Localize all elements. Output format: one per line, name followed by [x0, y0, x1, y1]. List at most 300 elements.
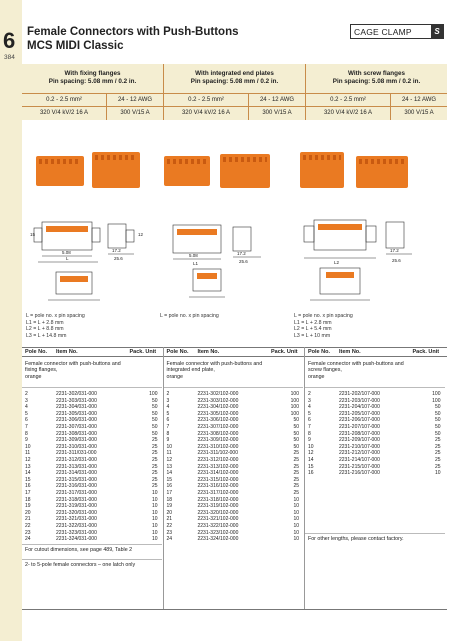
pole-number: 8 — [166, 430, 170, 437]
item-number: 2231-304/102-000 — [197, 404, 239, 411]
item-number: 2231-214/107-000 — [339, 457, 380, 463]
item-number: 2231-204/107-000 — [339, 404, 380, 411]
spec-heading-line1: With fixing flanges — [64, 70, 121, 77]
table-row — [164, 431, 304, 438]
pole-number: 17 — [25, 490, 31, 496]
footer-rule — [22, 559, 162, 560]
pole-number: 16 — [25, 483, 31, 490]
spec-rule — [164, 93, 305, 94]
formula-note — [26, 313, 85, 339]
spec-column — [306, 64, 447, 120]
pole-number: 24 — [166, 536, 173, 543]
wire-range-mm: 0.2 - 2.5 mm² — [330, 97, 366, 103]
rating-iec: 320 V/4 kV/2 16 A — [39, 110, 89, 116]
table-row — [164, 523, 304, 530]
drawing-fixing-flanges — [28, 200, 158, 308]
pole-number: 19 — [25, 503, 31, 510]
table-row — [305, 464, 445, 471]
pole-number: 21 — [25, 516, 31, 523]
connector-photo — [36, 156, 84, 186]
pole-number: 5 — [166, 410, 170, 417]
item-number: 2231-320/031-000 — [56, 509, 97, 516]
pack-unit: 50 — [434, 430, 441, 437]
wire-range-awg: 24 - 12 AWG — [117, 97, 153, 103]
pole-number: 7 — [308, 424, 311, 430]
pack-unit: 50 — [293, 417, 299, 424]
table-row — [164, 470, 304, 477]
table-row — [305, 417, 445, 424]
ordering-tables — [22, 347, 447, 617]
item-number: 2231-319/031-000 — [56, 503, 97, 510]
spec-heading-line2: Pin spacing: 5.08 mm / 0.2 in. — [48, 78, 137, 85]
pole-number: 9 — [308, 437, 311, 444]
table-row — [22, 391, 162, 398]
spec-heading-line2: Pin spacing: 5.08 mm / 0.2 in. — [190, 78, 279, 85]
pack-unit: 50 — [434, 417, 441, 424]
item-number: 2231-307/102-000 — [197, 424, 239, 430]
dim-label: L1 — [193, 261, 199, 266]
pole-number: 13 — [166, 463, 173, 470]
pole-number: 12 — [308, 450, 314, 457]
pole-number: 12 — [166, 457, 173, 463]
pack-unit: 10 — [293, 516, 299, 523]
pack-unit: 50 — [434, 424, 441, 430]
pack-unit: 25 — [434, 443, 441, 450]
desc-rule — [22, 387, 162, 388]
item-number: 2231-311/031-000 — [56, 450, 97, 457]
item-number: 2231-203/107-000 — [339, 397, 380, 404]
table-row — [164, 464, 304, 471]
pole-number: 2 — [308, 391, 311, 397]
pole-number: 7 — [166, 424, 170, 430]
pole-number: 12 — [25, 457, 31, 463]
wire-range-mm: 0.2 - 2.5 mm² — [46, 97, 82, 103]
column-header-pack: Pack. Unit — [412, 349, 440, 355]
table-row — [164, 404, 304, 411]
item-number: 2231-311/102-000 — [197, 450, 238, 457]
pole-number: 10 — [308, 443, 314, 450]
pack-unit: 100 — [432, 397, 441, 404]
spec-rule — [22, 93, 163, 94]
connector-photo — [300, 152, 344, 188]
item-number: 2231-306/031-000 — [56, 417, 97, 424]
table-row — [22, 404, 162, 411]
wire-range-awg: 24 - 12 AWG — [259, 97, 295, 103]
table-row — [305, 398, 445, 405]
dim-label: 25.6 — [239, 259, 248, 264]
connector-photo — [164, 156, 210, 186]
pack-unit: 25 — [293, 476, 299, 483]
table-row — [22, 431, 162, 438]
item-number: 2231-314/031-000 — [56, 470, 97, 477]
item-number: 2231-314/102-000 — [197, 470, 239, 477]
table-row — [305, 424, 445, 431]
product-description: Female connector with push-buttons and — [25, 361, 121, 367]
spec-heading-line2: Pin spacing: 5.08 mm / 0.2 in. — [332, 78, 421, 85]
item-number: 2231-206/107-000 — [339, 417, 380, 424]
connector-photo — [92, 152, 140, 188]
formula-line: L2 = L + 5.4 mm — [294, 326, 332, 332]
pack-unit: 10 — [151, 496, 158, 503]
pole-number: 16 — [308, 470, 314, 477]
pole-number: 20 — [25, 509, 31, 516]
drawing-screw-flanges — [300, 200, 440, 308]
pack-unit: 100 — [290, 410, 299, 417]
pole-number: 4 — [166, 404, 170, 411]
table-row — [22, 516, 162, 523]
pole-number: 6 — [166, 417, 170, 424]
pole-number: 19 — [166, 503, 173, 510]
pack-unit: 25 — [293, 490, 299, 496]
pack-unit: 25 — [293, 463, 299, 470]
pack-unit: 25 — [434, 463, 441, 470]
spec-panel — [22, 64, 447, 120]
product-description: Female connector with push-buttons and — [166, 361, 263, 367]
pole-number: 2 — [25, 391, 28, 397]
pack-unit: 10 — [293, 523, 299, 529]
item-number: 2231-319/102-000 — [197, 503, 239, 510]
column-header-pole: Pole No. — [308, 349, 331, 355]
pack-unit: 100 — [149, 391, 158, 397]
pole-number: 15 — [308, 463, 314, 470]
product-description: integrated end plate, — [166, 367, 215, 374]
item-number: 2231-323/031-000 — [56, 529, 97, 536]
product-description: fixing flanges, — [25, 367, 58, 374]
pack-unit: 10 — [151, 509, 158, 516]
item-number: 2231-315/102-000 — [197, 476, 239, 483]
item-number: 2231-312/102-000 — [197, 457, 239, 463]
dim-label: 17.2 — [237, 251, 246, 256]
table-row — [164, 516, 304, 523]
item-number: 2231-318/102-000 — [197, 496, 239, 503]
pole-number: 21 — [166, 516, 173, 523]
rating-ul: 300 V/15 A — [404, 110, 434, 116]
spec-rule — [22, 106, 163, 107]
pole-number: 9 — [25, 437, 28, 444]
table-bottom-rule — [22, 609, 447, 610]
item-number: 2231-317/102-000 — [197, 490, 239, 496]
column-header-pack: Pack. Unit — [129, 349, 157, 355]
table-top-rule — [22, 347, 447, 348]
table-row — [164, 398, 304, 405]
dim-label: L2 — [334, 260, 340, 265]
pack-unit: 25 — [434, 437, 441, 444]
pole-number: 11 — [166, 450, 172, 457]
table-row — [164, 510, 304, 517]
table-row — [164, 424, 304, 431]
pack-unit: 50 — [151, 410, 158, 417]
pack-unit: 25 — [293, 450, 299, 457]
pole-number: 18 — [25, 496, 31, 503]
pack-unit: 25 — [151, 463, 158, 470]
item-number: 2231-306/102-000 — [197, 417, 239, 424]
pole-number: 11 — [25, 450, 31, 457]
dim-label: 5.08 — [189, 253, 198, 258]
desc-rule — [305, 387, 445, 388]
table-row — [164, 483, 304, 490]
pack-unit: 10 — [293, 529, 299, 536]
pack-unit: 25 — [151, 450, 158, 457]
table-footnote: For cutout dimensions, see page 489, Table 2 — [25, 546, 133, 553]
pole-number: 3 — [308, 397, 311, 404]
pack-unit: 25 — [151, 483, 158, 490]
page-title: Female Connectors with Push-Buttons — [27, 26, 239, 38]
pack-unit: 50 — [151, 404, 158, 411]
table-row — [164, 450, 304, 457]
drawing-end-plates — [165, 215, 285, 305]
dim-label: 25.6 — [114, 256, 123, 261]
item-number: 2231-317/031-000 — [56, 490, 97, 496]
spec-heading-line1: With integrated end plates — [195, 70, 274, 77]
dim-label: 17.2 — [112, 248, 121, 253]
table-row — [305, 457, 445, 464]
spec-heading — [164, 70, 305, 86]
pack-unit: 10 — [151, 536, 158, 543]
item-number: 2231-207/107-000 — [339, 424, 380, 430]
pack-unit: 10 — [151, 523, 158, 529]
pole-number: 4 — [25, 404, 28, 411]
table-row — [164, 536, 304, 543]
formula-line: L2 = L + 8.8 mm — [26, 326, 64, 332]
pole-number: 14 — [308, 457, 314, 463]
item-number: 2231-321/102-000 — [197, 516, 239, 523]
item-number: 2231-322/102-000 — [197, 523, 239, 529]
dim-label: 25.6 — [392, 258, 401, 263]
pack-unit: 50 — [293, 424, 299, 430]
item-number: 2231-321/031-000 — [56, 516, 97, 523]
table-row — [164, 477, 304, 484]
item-number: 2231-318/031-000 — [56, 496, 97, 503]
dim-label: L — [66, 256, 69, 261]
spec-heading-line1: With screw flanges — [348, 70, 405, 77]
pole-number: 7 — [25, 424, 28, 430]
pack-unit: 25 — [293, 457, 299, 463]
formula-line: L3 = L + 14.8 mm — [26, 332, 67, 339]
table-row — [22, 503, 162, 510]
logo-text: CAGE CLAMP — [354, 26, 412, 37]
wire-range-awg: 24 - 12 AWG — [401, 97, 437, 103]
item-number: 2231-323/102-000 — [197, 529, 239, 536]
table-row — [22, 411, 162, 418]
rating-iec: 320 V/4 kV/2 16 A — [181, 110, 231, 116]
pack-unit: 50 — [151, 397, 158, 404]
table-row — [164, 457, 304, 464]
pack-unit: 100 — [432, 391, 441, 397]
column-header-item: Item No. — [197, 349, 220, 355]
formula-note — [160, 313, 219, 320]
table-row — [164, 503, 304, 510]
pole-number: 6 — [25, 417, 28, 424]
section-number: 6 — [3, 28, 16, 53]
table-row — [305, 431, 445, 438]
pack-unit: 50 — [151, 424, 158, 430]
pole-number: 15 — [166, 476, 173, 483]
pack-unit: 50 — [434, 404, 441, 411]
item-number: 2231-308/031-000 — [56, 430, 97, 437]
formula-line: L1 = L + 2.8 mm — [26, 319, 64, 326]
item-number: 2231-322/031-000 — [56, 523, 97, 529]
table-row — [22, 483, 162, 490]
pole-number: 18 — [166, 496, 173, 503]
table-row — [22, 497, 162, 504]
pole-number: 4 — [308, 404, 311, 411]
pack-unit: 10 — [151, 516, 158, 523]
table-row — [22, 523, 162, 530]
logo-mark: S — [431, 25, 443, 38]
pack-unit: 25 — [151, 437, 158, 444]
pack-unit: 50 — [293, 430, 299, 437]
spec-rule — [164, 106, 305, 107]
item-number: 2231-309/102-000 — [197, 437, 239, 444]
pack-unit: 10 — [293, 536, 299, 543]
pack-unit: 10 — [151, 529, 158, 536]
item-number: 2231-316/102-000 — [197, 483, 239, 490]
item-number: 2231-324/102-000 — [197, 536, 239, 543]
product-description: orange — [166, 373, 183, 380]
pole-number: 17 — [166, 490, 173, 496]
table-row — [22, 457, 162, 464]
item-number: 2231-210/107-000 — [339, 443, 380, 450]
table-row — [164, 444, 304, 451]
pack-unit: 50 — [293, 437, 299, 444]
item-number: 2231-310/102-000 — [197, 443, 239, 450]
pole-number: 24 — [25, 536, 31, 543]
pack-unit: 25 — [434, 450, 441, 457]
cage-clamp-logo — [350, 24, 444, 39]
pole-number: 23 — [166, 529, 173, 536]
pole-number: 10 — [166, 443, 173, 450]
pack-unit: 25 — [151, 476, 158, 483]
table-row — [305, 450, 445, 457]
table-row — [22, 470, 162, 477]
spec-column — [164, 64, 305, 120]
desc-rule — [164, 387, 304, 388]
table-row — [305, 404, 445, 411]
pack-unit: 10 — [293, 509, 299, 516]
table-row — [22, 510, 162, 517]
pole-number: 8 — [25, 430, 28, 437]
spec-column — [22, 64, 163, 120]
table-row — [22, 490, 162, 497]
table-row — [164, 530, 304, 537]
item-number: 2231-208/107-000 — [339, 430, 380, 437]
product-description: screw flanges, — [308, 367, 342, 374]
product-description: orange — [308, 373, 325, 380]
item-number: 2231-205/107-000 — [339, 410, 380, 417]
item-number: 2231-303/031-000 — [56, 397, 97, 404]
column-header-pole: Pole No. — [25, 349, 48, 355]
formula-line: L = pole no. x pin spacing — [160, 313, 219, 319]
pack-unit: 10 — [151, 503, 158, 510]
pack-unit: 25 — [151, 443, 158, 450]
pack-unit: 10 — [434, 470, 441, 477]
dim-label: 15 — [30, 232, 36, 237]
table-row — [22, 477, 162, 484]
pack-unit: 10 — [293, 503, 299, 510]
product-description: Female connector with push-buttons and — [308, 361, 404, 367]
pole-number: 8 — [308, 430, 311, 437]
product-description: orange — [25, 373, 42, 380]
table-row — [22, 398, 162, 405]
item-number: 2231-202/107-000 — [339, 391, 380, 397]
item-number: 2231-320/102-000 — [197, 509, 239, 516]
pole-number: 5 — [308, 410, 311, 417]
item-number: 2231-302/031-000 — [56, 391, 97, 397]
pole-number: 15 — [25, 476, 31, 483]
column-header-item: Item No. — [339, 349, 361, 355]
connector-photo — [356, 156, 408, 188]
item-number: 2231-310/031-000 — [56, 443, 97, 450]
column-header-item: Item No. — [56, 349, 78, 355]
page-number: 384 — [4, 54, 15, 61]
item-number: 2231-303/102-000 — [197, 397, 239, 404]
pack-unit: 25 — [151, 470, 158, 477]
table-row — [22, 450, 162, 457]
table-row — [305, 391, 445, 398]
connector-photo — [220, 154, 270, 188]
table-row — [164, 497, 304, 504]
table-row — [22, 530, 162, 537]
pack-unit: 25 — [434, 457, 441, 463]
column-header-pole: Pole No. — [166, 349, 189, 355]
item-number: 2231-313/031-000 — [56, 463, 97, 470]
pole-number: 5 — [25, 410, 28, 417]
pole-number: 10 — [25, 443, 31, 450]
table-footnote: 2- to 5-pole female connectors – one latch only — [25, 561, 136, 568]
formula-note — [294, 313, 353, 339]
table-row — [164, 391, 304, 398]
pole-number: 3 — [25, 397, 28, 404]
table-row — [22, 536, 162, 543]
pack-unit: 50 — [151, 417, 158, 424]
item-number: 2231-305/031-000 — [56, 410, 97, 417]
table-header-rule — [22, 356, 447, 357]
pole-number: 22 — [166, 523, 173, 529]
page-subtitle: MCS MIDI Classic — [27, 40, 124, 52]
pole-number: 22 — [25, 523, 31, 529]
item-number: 2231-215/107-000 — [339, 463, 380, 470]
table-row — [22, 424, 162, 431]
table-row — [164, 417, 304, 424]
table-row — [164, 437, 304, 444]
table-row — [305, 437, 445, 444]
table-row — [305, 470, 445, 477]
dim-label: 17.2 — [390, 248, 399, 253]
dim-label: 5.08 — [62, 250, 71, 255]
column-header-pack: Pack. Unit — [271, 349, 298, 355]
formula-line: L = pole no. x pin spacing — [294, 313, 353, 319]
footer-rule — [305, 533, 445, 534]
pack-unit: 50 — [434, 410, 441, 417]
pole-number: 14 — [25, 470, 31, 477]
item-number: 2231-209/107-000 — [339, 437, 380, 444]
pack-unit: 10 — [293, 496, 299, 503]
table-row — [164, 411, 304, 418]
pole-number: 13 — [25, 463, 31, 470]
rating-ul: 300 V/15 A — [262, 110, 292, 116]
spec-rule — [306, 106, 447, 107]
item-number: 2231-304/031-000 — [56, 404, 97, 411]
spec-rule — [306, 93, 447, 94]
item-number: 2231-316/031-000 — [56, 483, 97, 490]
wire-range-mm: 0.2 - 2.5 mm² — [188, 97, 224, 103]
pole-number: 14 — [166, 470, 173, 477]
pack-unit: 50 — [151, 430, 158, 437]
pack-unit: 100 — [290, 391, 299, 397]
spec-heading — [22, 70, 163, 86]
item-number: 2231-312/031-000 — [56, 457, 97, 463]
item-number: 2231-216/107-000 — [339, 470, 380, 477]
